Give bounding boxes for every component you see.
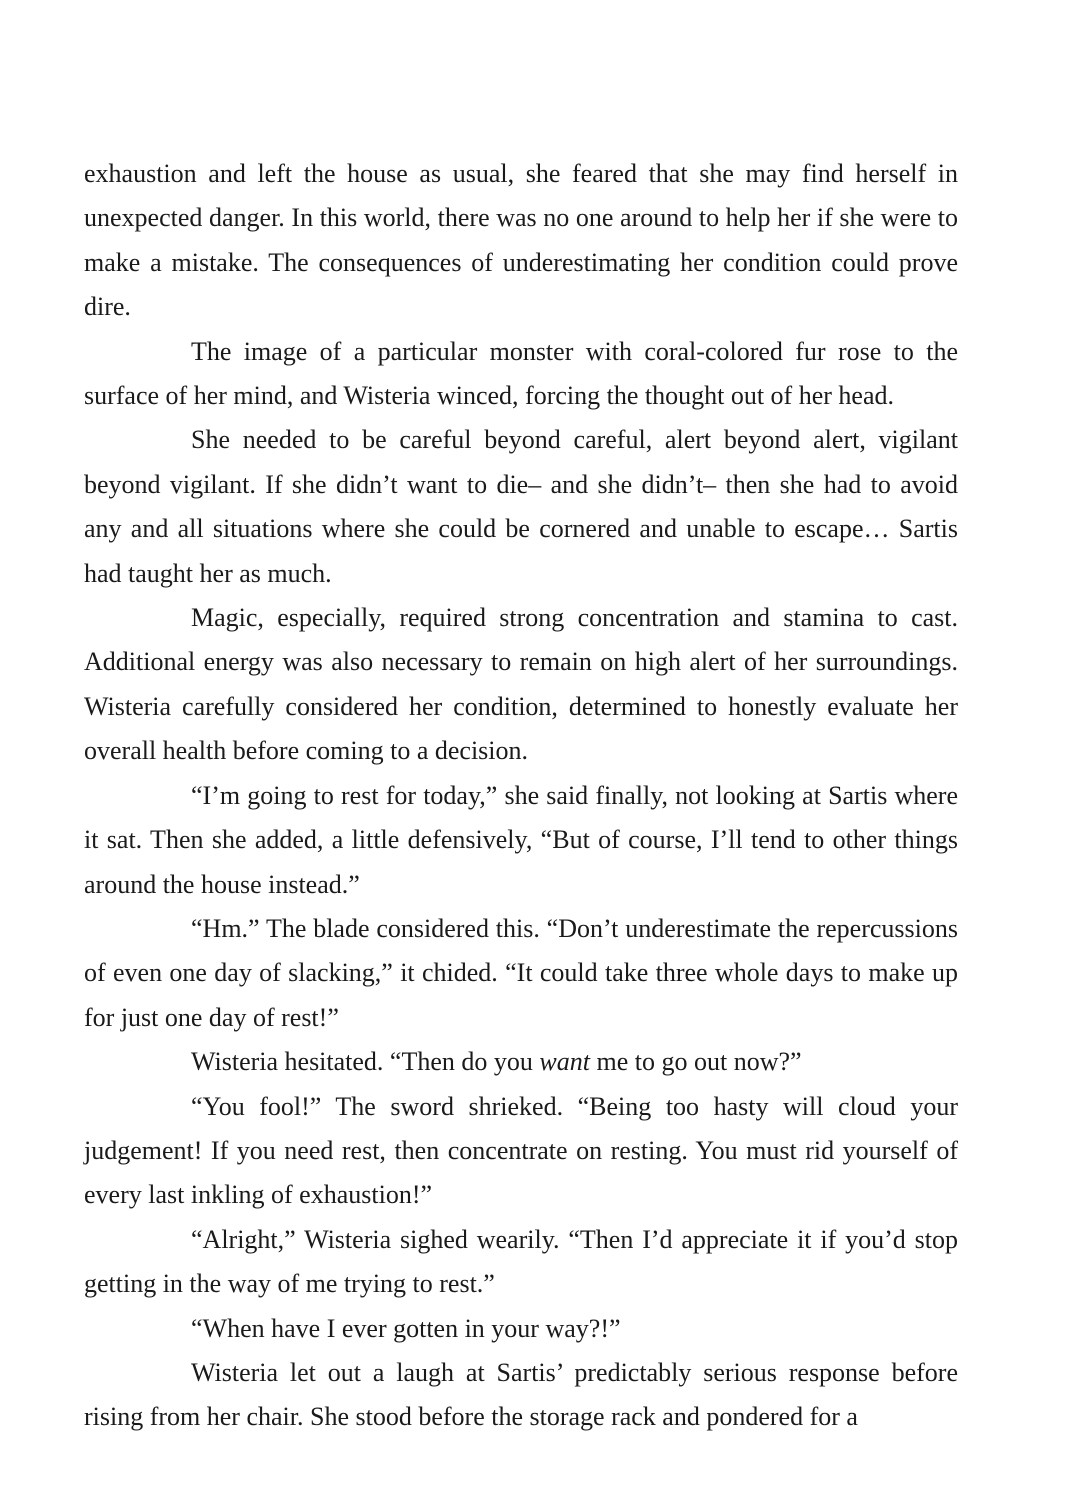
emphasized-text: want — [539, 1047, 590, 1077]
paragraph — [84, 1351, 958, 1440]
paragraph — [84, 330, 958, 419]
book-page-body — [84, 152, 958, 1440]
paragraph — [84, 152, 958, 330]
paragraph-text: “When have I ever gotten in your way?!” — [191, 1313, 621, 1343]
paragraph-text: Magic, especially, required strong concentration and stamina to cast. Additional energy was also necessary to remain on high alert of her surroundings. Wisteria carefully considered her condition, determined to honestly evaluate her overall health before coming to a decision. — [84, 603, 958, 766]
paragraph — [84, 774, 958, 907]
paragraph-text: Wisteria let out a laugh at Sartis’ predictably serious response before rising from her chair. She stood before the storage rack and pondered for a — [84, 1357, 958, 1432]
paragraph — [84, 1218, 958, 1307]
paragraph — [84, 1307, 958, 1351]
paragraph — [84, 596, 958, 774]
paragraph-text: me to go out now?” — [589, 1047, 802, 1077]
paragraph-text: Wisteria hesitated. “Then do you — [191, 1047, 540, 1077]
paragraph — [84, 1085, 958, 1218]
paragraph-text: “Hm.” The blade considered this. “Don’t underestimate the repercussions of even one day of slacking,” it chided. “It could take three whole days to make up for just one day of rest!” — [84, 913, 958, 1032]
paragraph — [84, 418, 958, 596]
paragraph-text: exhaustion and left the house as usual, she feared that she may find herself in unexpected danger. In this world, there was no one around to help her if she were to make a mistake. The consequences of underestimating her condition could prove dire. — [84, 159, 958, 322]
paragraph-text: “You fool!” The sword shrieked. “Being too hasty will cloud your judgement! If you need rest, then concentrate on resting. You must rid yourself of every last inkling of exhaustion!” — [84, 1091, 958, 1210]
paragraph-text: The image of a particular monster with coral-colored fur rose to the surface of her mind, and Wisteria winced, forcing the thought out of her head. — [84, 336, 958, 411]
paragraph-text: She needed to be careful beyond careful, alert beyond alert, vigilant beyond vigilant. If she didn’t want to die– and she didn’t– then she had to avoid any and all situations where she could be cornered and unable to escape… Sartis had taught her as much. — [84, 425, 958, 588]
paragraph — [84, 907, 958, 1040]
paragraph-text: “Alright,” Wisteria sighed wearily. “Then I’d appreciate it if you’d stop getting in the way of me trying to rest.” — [84, 1224, 958, 1299]
paragraph — [84, 1040, 958, 1084]
paragraph-text: “I’m going to rest for today,” she said finally, not looking at Sartis where it sat. Then she added, a little defensively, “But of course, I’ll tend to other things around the house instead.” — [84, 780, 958, 899]
